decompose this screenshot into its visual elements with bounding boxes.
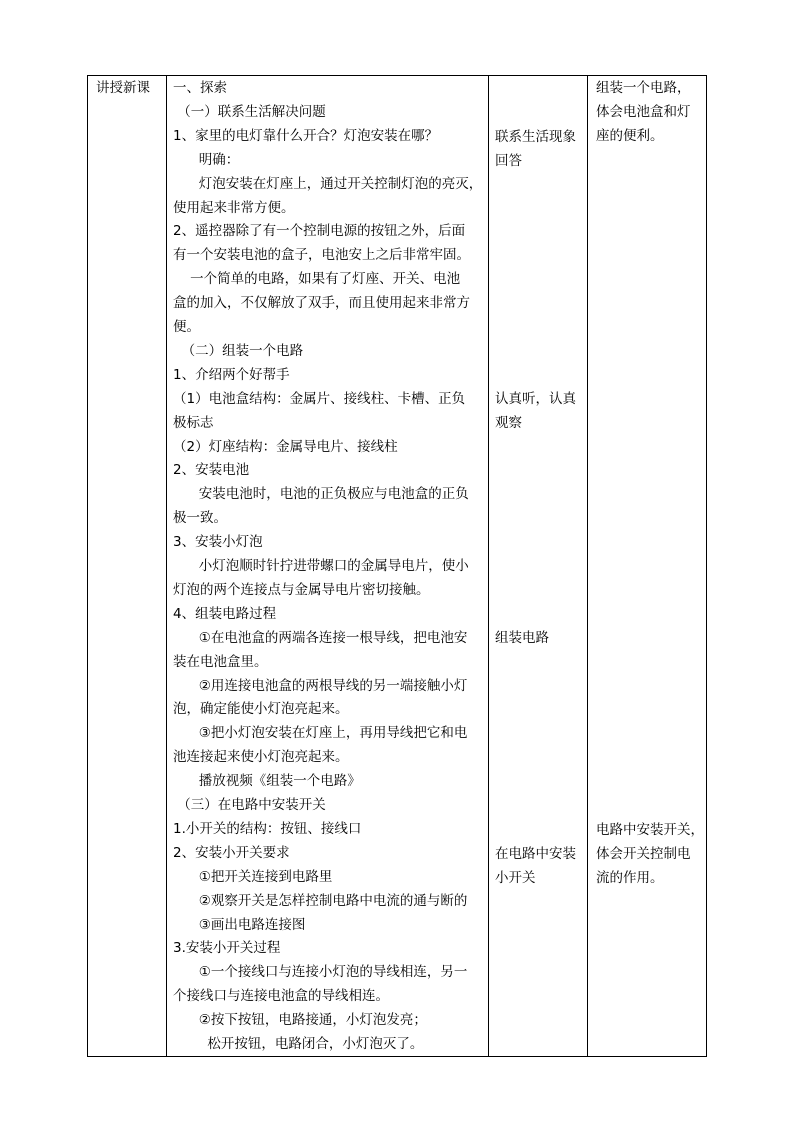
student-line: 组装电路 — [495, 630, 549, 646]
content-line: 安装电池时，电池的正负极应与电池盒的正负 — [173, 486, 469, 503]
content-line: 极标志 — [173, 414, 214, 431]
content-line: ③把小灯泡安装在灯座上，再用导线把它和电 — [173, 725, 468, 742]
content-line: 2、遥控器除了有一个控制电源的按钮之外，后面 — [173, 223, 466, 240]
intent-line: 体会开关控制电 — [596, 846, 691, 862]
content-line: 个接线口与连接电池盒的导线相连。 — [173, 988, 389, 1005]
content-line: 3.安装小开关过程 — [173, 940, 281, 957]
content-line: （二）组装一个电路 — [173, 342, 304, 359]
intent-line: 电路中安装开关， — [596, 822, 704, 838]
content-line: 松开按钮，电路闭合，小灯泡灭了。 — [173, 1036, 424, 1052]
teacher-activity-column — [167, 76, 489, 1056]
content-line: 2、安装小开关要求 — [173, 844, 290, 861]
content-line: ②用连接电池盒的两根导线的另一端接触小灯 — [173, 677, 468, 694]
content-line: 1、介绍两个好帮手 — [173, 366, 290, 383]
content-line: 一、探索 — [173, 80, 227, 96]
content-line: 便。 — [173, 319, 200, 335]
content-line: 有一个安装电池的盒子，电池安上之后非常牢固。 — [173, 247, 470, 264]
content-line: 盒的加入，不仅解放了双手，而且使用起来非常方 — [173, 295, 470, 312]
intent-line: 流的作用。 — [596, 870, 664, 886]
student-line: 在电路中安装 — [495, 846, 576, 862]
content-line: （2）灯座结构：金属导电片、接线柱 — [173, 438, 398, 455]
content-line: 灯泡安装在灯座上，通过开关控制灯泡的亮灭， — [173, 175, 483, 192]
content-line: 装在电池盒里。 — [173, 653, 268, 670]
content-line: ②按下按钮，电路接通，小灯泡发亮； — [173, 1012, 427, 1029]
student-line: 联系生活现象 — [495, 129, 576, 145]
student-line: 认真听，认真 — [495, 391, 576, 407]
intent-line: 组装一个电路， — [596, 80, 691, 96]
design-intent-column — [588, 76, 707, 1056]
content-line: ①在电池盒的两端各连接一根导线，把电池安 — [173, 629, 468, 646]
content-line: ③画出电路连接图 — [173, 916, 306, 933]
content-line: 小灯泡顺时针拧进带螺口的金属导电片，使小 — [173, 558, 469, 574]
content-line: 1.小开关的结构：按钮、接线口 — [173, 820, 362, 837]
content-line: ②观察开关是怎样控制电路中电流的通与断的 — [173, 892, 468, 909]
content-line: ①一个接线口与连接小灯泡的导线相连，另一 — [173, 964, 468, 981]
content-line: 灯泡的两个连接点与金属导电片密切接触。 — [173, 581, 430, 598]
content-line: 使用起来非常方便。 — [173, 199, 295, 216]
content-line: 1、家里的电灯靠什么开合？灯泡安装在哪？ — [173, 127, 439, 144]
intent-line: 体会电池盒和灯 — [596, 104, 691, 120]
content-line: 2、安装电池 — [173, 462, 250, 479]
content-line: （1）电池盒结构：金属片、接线柱、卡槽、正负 — [173, 390, 466, 407]
content-line: 池连接起来使小灯泡亮起来。 — [173, 749, 349, 766]
content-line: 明确： — [173, 151, 240, 168]
section-column — [88, 76, 167, 1056]
student-line: 观察 — [495, 415, 522, 431]
content-line: 泡，确定能使小灯泡亮起来。 — [173, 701, 349, 718]
content-line: 3、安装小灯泡 — [173, 534, 263, 551]
section-label: 讲授新课 — [96, 80, 150, 96]
content-line: 一个简单的电路，如果有了灯座、开关、电池 — [173, 271, 461, 288]
student-line: 小开关 — [495, 870, 536, 886]
content-line: （一）联系生活解决问题 — [173, 103, 326, 120]
intent-line: 座的便利。 — [596, 128, 664, 144]
content-line: 4、组装电路过程 — [173, 605, 277, 622]
student-line: 回答 — [495, 153, 522, 169]
content-line: （三）在电路中安装开关 — [173, 797, 326, 813]
content-line: 播放视频《组装一个电路》 — [173, 773, 361, 790]
content-line: 极一致。 — [173, 510, 227, 527]
lesson-table — [87, 75, 707, 1057]
content-line: ①把开关连接到电路里 — [173, 868, 333, 885]
student-activity-column — [489, 76, 588, 1056]
